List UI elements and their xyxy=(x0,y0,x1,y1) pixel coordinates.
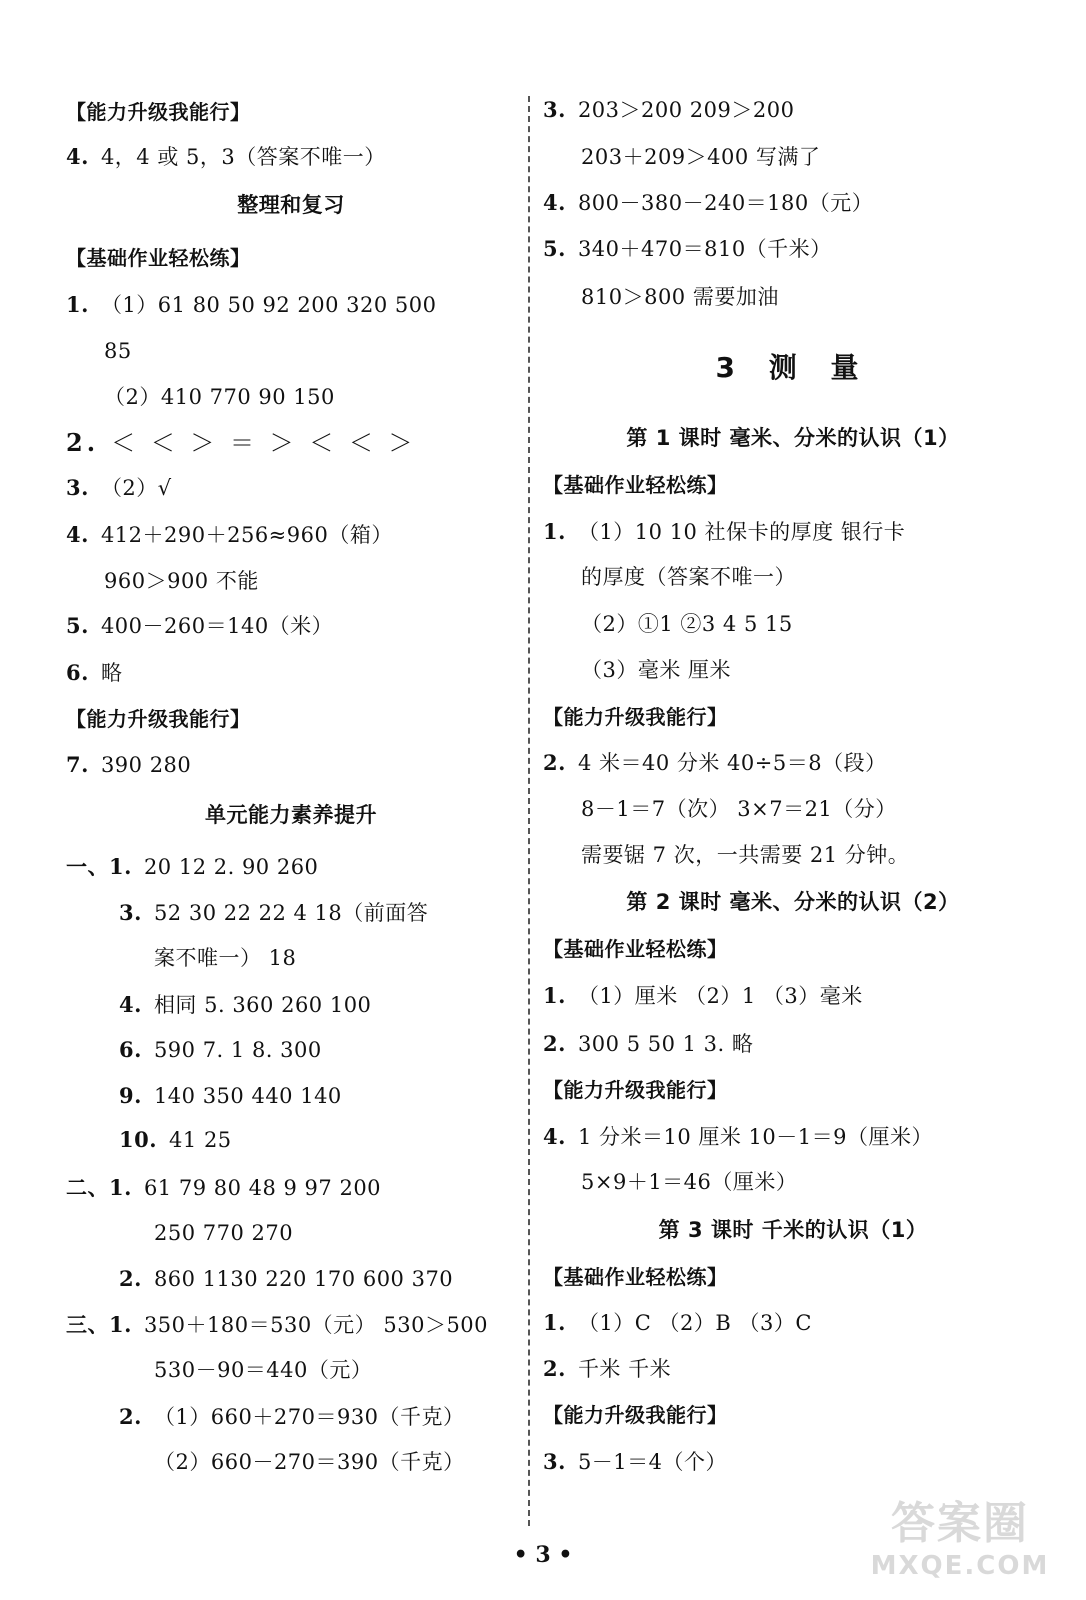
question-number: 1. xyxy=(66,292,89,317)
answer-line xyxy=(119,1402,465,1432)
answer-line xyxy=(154,1355,372,1385)
answer-line xyxy=(581,794,897,824)
section-heading: 整理和复习 xyxy=(237,193,345,217)
answer-text: （1）660＋270＝930（千克） xyxy=(153,1405,465,1429)
answer-line xyxy=(154,1447,465,1477)
answer-text: 5×9＋1＝46（厘米） xyxy=(581,1170,798,1194)
answer-text: 61 79 80 48 9 97 200 xyxy=(143,1176,382,1200)
question-number: 4. xyxy=(66,522,89,547)
answer-text: 250 770 270 xyxy=(154,1221,294,1245)
question-number: 2. xyxy=(66,428,100,457)
answer-line xyxy=(581,142,820,172)
answer-line xyxy=(581,840,909,870)
answer-text: 860 1130 220 170 600 370 xyxy=(153,1267,454,1291)
answer-text: 350＋180＝530（元） 530＞500 xyxy=(143,1313,489,1337)
question-number: 三、1. xyxy=(66,1312,132,1337)
answer-text: 960＞900 不能 xyxy=(104,569,259,593)
answer-text: 4，4 或 5，3（答案不唯一） xyxy=(100,145,386,169)
answer-line xyxy=(104,566,259,596)
exercise-category-label: 【能力升级我能行】 xyxy=(66,707,251,731)
answer-text: （2）①1 ②3 4 5 15 xyxy=(581,612,793,636)
answer-line xyxy=(119,898,428,928)
chapter-title: 3 测 量 xyxy=(715,351,871,384)
exercise-category-label: 【能力升级我能行】 xyxy=(543,1078,728,1102)
answer-line xyxy=(543,981,863,1011)
answer-line xyxy=(66,658,122,688)
answer-line xyxy=(543,1308,812,1338)
section-heading: 第 3 课时 千米的认识（1） xyxy=(658,1218,928,1242)
exercise-category-label: 【能力升级我能行】 xyxy=(543,705,728,729)
answer-line xyxy=(543,1354,671,1384)
answer-line xyxy=(581,655,731,685)
exercise-category-label: 【基础作业轻松练】 xyxy=(66,246,251,270)
question-number: 3. xyxy=(543,97,566,122)
answer-text: 203＞200 209＞200 xyxy=(577,98,795,122)
exercise-category-label: 【能力升级我能行】 xyxy=(543,1403,728,1427)
answer-text: 41 25 xyxy=(169,1128,232,1152)
watermark-logo xyxy=(860,1498,1060,1594)
answer-text: 85 xyxy=(104,339,132,363)
watermark-logo-text: 答案圈 xyxy=(891,1498,1029,1549)
question-number: 4. xyxy=(543,1124,566,1149)
answer-text: 4 米＝40 分米 40÷5＝8（段） xyxy=(577,751,887,775)
answer-text: ＜ ＜ ＞ ＝ ＞ ＜ ＜ ＞ xyxy=(111,429,417,457)
question-number: 一、1. xyxy=(66,854,132,879)
question-number: 1. xyxy=(543,519,566,544)
answer-line xyxy=(66,1173,381,1203)
answer-line xyxy=(104,336,132,366)
question-number: 2. xyxy=(543,750,566,775)
exercise-category-label: 【基础作业轻松练】 xyxy=(543,937,728,961)
answer-text: 需要锯 7 次，一共需要 21 分钟。 xyxy=(581,843,910,867)
answer-text: 5－1＝4（个） xyxy=(577,1450,728,1474)
answer-text: 52 30 22 22 4 18（前面答 xyxy=(153,901,429,925)
answer-line xyxy=(66,473,172,503)
answer-line xyxy=(119,1035,322,1065)
exercise-category-label: 【基础作业轻松练】 xyxy=(543,1265,728,1289)
answer-line xyxy=(66,290,436,320)
answer-line xyxy=(119,1125,232,1155)
answer-line xyxy=(581,562,796,592)
answer-line xyxy=(66,142,386,172)
question-number: 2. xyxy=(543,1031,566,1056)
question-number: 6. xyxy=(66,660,89,685)
answer-line xyxy=(581,609,793,639)
column-divider xyxy=(528,96,530,1526)
question-number: 1. xyxy=(543,983,566,1008)
answer-line xyxy=(543,517,905,547)
exercise-category-label: 【能力升级我能行】 xyxy=(66,100,251,124)
question-number: 3. xyxy=(543,1449,566,1474)
answer-line xyxy=(66,428,416,458)
answer-line xyxy=(154,943,296,973)
answer-line xyxy=(119,1264,453,1294)
answer-text: 530－90＝440（元） xyxy=(154,1358,373,1382)
answer-line xyxy=(104,382,335,412)
answer-text: （1）61 80 50 92 200 320 500 xyxy=(100,293,437,317)
answer-text: 203＋209＞400 写满了 xyxy=(581,145,821,169)
answer-line xyxy=(581,1167,797,1197)
answer-text: 400－260＝140（米） xyxy=(100,614,334,638)
answer-text: （1）厘米 （2）1 （3）毫米 xyxy=(577,984,863,1008)
answer-text: 相同 5. 360 260 100 xyxy=(153,993,372,1017)
answer-line xyxy=(581,282,779,312)
answer-text: （3）毫米 厘米 xyxy=(581,658,732,682)
page-number: • 3 • xyxy=(513,1542,573,1568)
answer-text: 390 280 xyxy=(100,753,192,777)
answer-text: 340＋470＝810（千米） xyxy=(577,237,832,261)
answer-text: （2）√ xyxy=(100,476,172,500)
answer-line xyxy=(543,234,832,264)
answer-text: 140 350 440 140 xyxy=(153,1084,342,1108)
section-heading: 第 1 课时 毫米、分米的认识（1） xyxy=(626,426,960,450)
question-number: 4. xyxy=(543,190,566,215)
answer-text: 590 7. 1 8. 300 xyxy=(153,1038,322,1062)
answer-text: 千米 千米 xyxy=(577,1357,672,1381)
question-number: 6. xyxy=(119,1037,142,1062)
answer-line xyxy=(543,1122,933,1152)
answer-line xyxy=(543,1447,727,1477)
answer-text: （2）410 770 90 150 xyxy=(104,385,335,409)
answer-line xyxy=(543,1029,753,1059)
answer-text: （2）660－270＝390（千克） xyxy=(154,1450,465,1474)
answer-text: 412＋290＋256≈960（箱） xyxy=(100,523,393,547)
answer-text: 800－380－240＝180（元） xyxy=(577,191,874,215)
answer-line xyxy=(119,990,371,1020)
question-number: 9. xyxy=(119,1083,142,1108)
answer-line xyxy=(66,750,191,780)
answer-line xyxy=(154,1218,293,1248)
answer-text: （1）10 10 社保卡的厚度 银行卡 xyxy=(577,520,906,544)
answer-text: 300 5 50 1 3. 略 xyxy=(577,1032,754,1056)
question-number: 5. xyxy=(66,613,89,638)
answer-line xyxy=(66,611,333,641)
question-number: 3. xyxy=(119,900,142,925)
section-heading: 单元能力素养提升 xyxy=(205,803,377,827)
question-number: 二、1. xyxy=(66,1175,132,1200)
answer-text: 1 分米＝10 厘米 10－1＝9（厘米） xyxy=(577,1125,933,1149)
question-number: 2. xyxy=(119,1266,142,1291)
watermark-site-text: MXQE.COM xyxy=(870,1551,1050,1581)
answer-text: 的厚度（答案不唯一） xyxy=(581,565,796,589)
question-number: 3. xyxy=(66,475,89,500)
question-number: 5. xyxy=(543,236,566,261)
question-number: 7. xyxy=(66,752,89,777)
question-number: 1. xyxy=(543,1310,566,1335)
answer-line xyxy=(543,95,794,125)
answer-text: 8－1＝7（次） 3×7＝21（分） xyxy=(581,797,897,821)
question-number: 4. xyxy=(66,144,89,169)
answer-text: 810＞800 需要加油 xyxy=(581,285,779,309)
answer-text: 20 12 2. 90 260 xyxy=(143,855,319,879)
answer-text: （1）C （2）B （3）C xyxy=(577,1311,812,1335)
question-number: 2. xyxy=(119,1404,142,1429)
exercise-category-label: 【基础作业轻松练】 xyxy=(543,473,728,497)
question-number: 2. xyxy=(543,1356,566,1381)
answer-text: 案不唯一） 18 xyxy=(154,946,297,970)
answer-line xyxy=(543,188,873,218)
answer-line xyxy=(119,1081,342,1111)
answer-line xyxy=(543,748,887,778)
answer-line xyxy=(66,520,393,550)
question-number: 4. xyxy=(119,992,142,1017)
answer-text: 略 xyxy=(100,661,123,685)
answer-line xyxy=(66,852,318,882)
section-heading: 第 2 课时 毫米、分米的认识（2） xyxy=(626,890,960,914)
question-number: 10. xyxy=(119,1127,158,1152)
answer-line xyxy=(66,1310,488,1340)
